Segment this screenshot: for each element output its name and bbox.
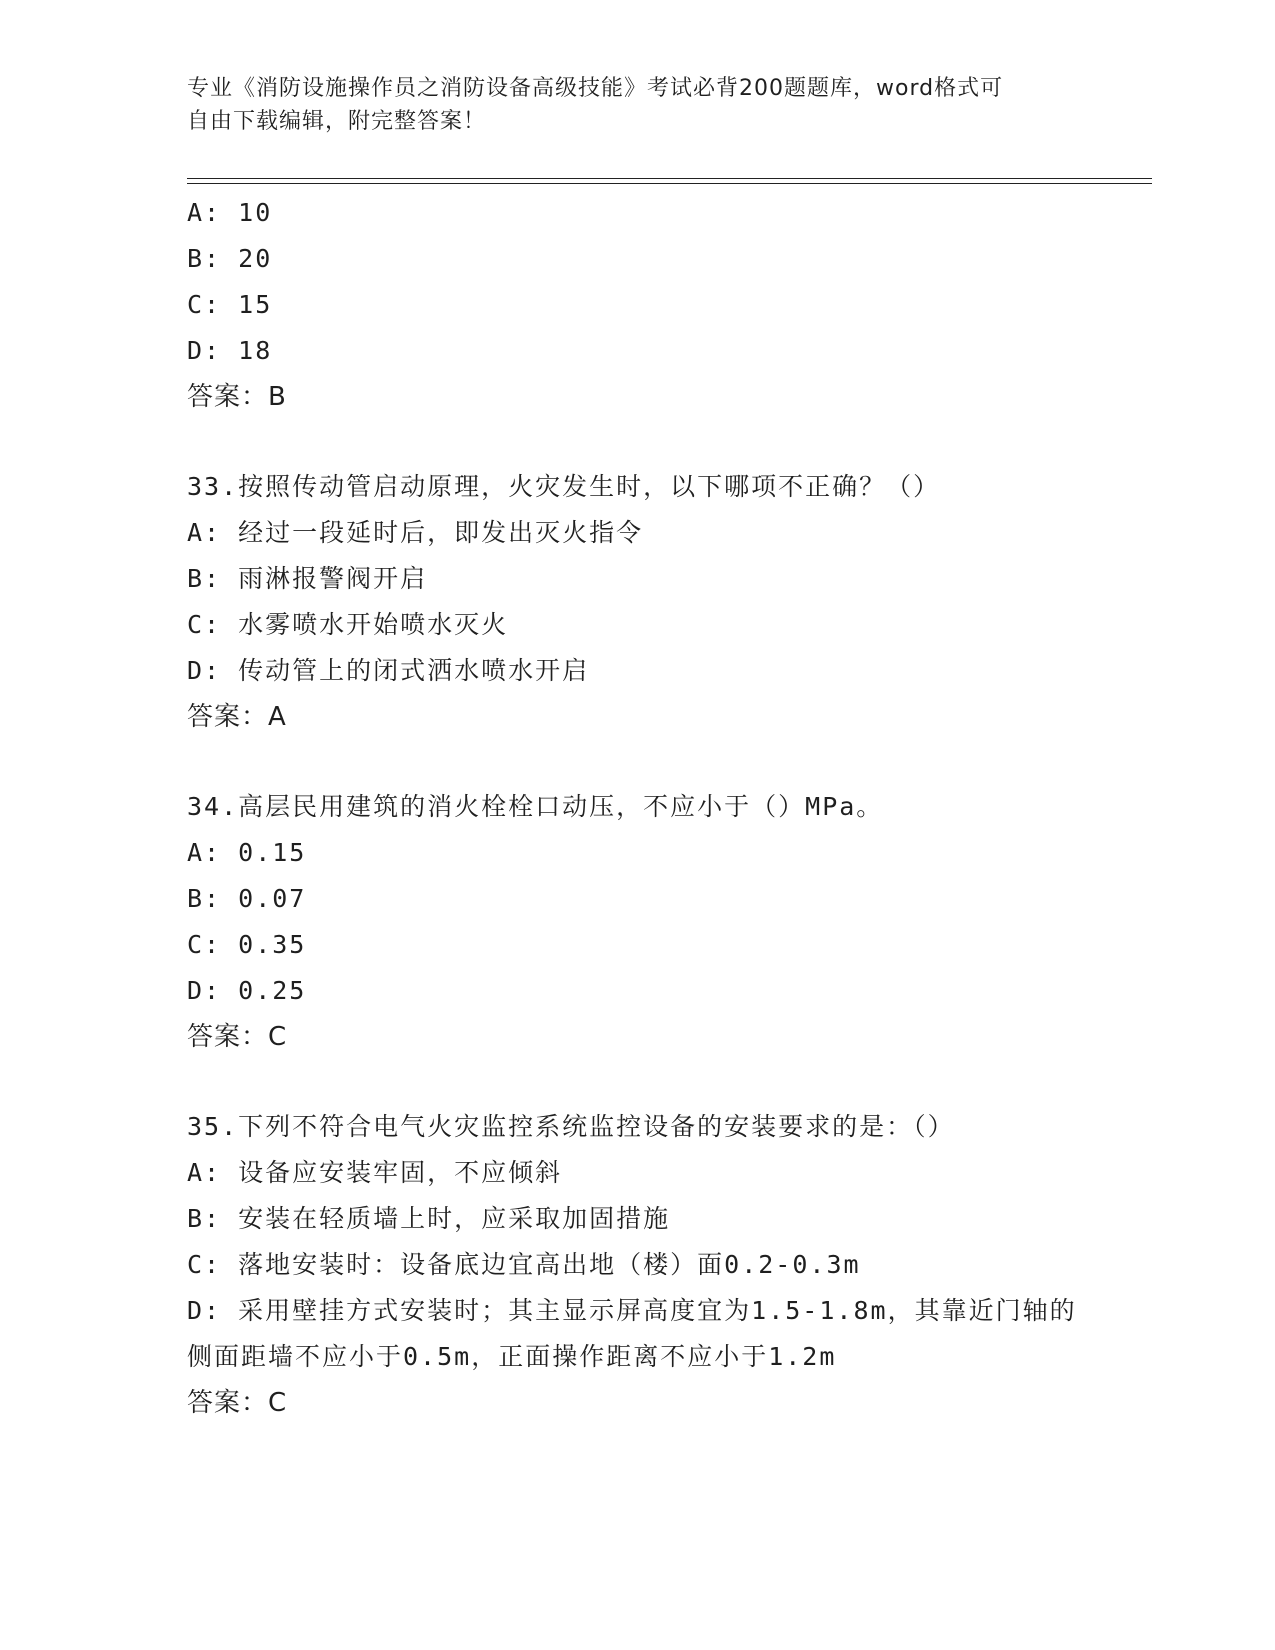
header-divider-top	[187, 178, 1152, 179]
option-c: C: 落地安装时：设备底边宜高出地（楼）面0.2-0.3m	[187, 1250, 861, 1279]
option-b: B: 0.07	[187, 884, 307, 913]
option-c: C: 15	[187, 290, 273, 319]
option-a: A: 10	[187, 198, 273, 227]
option-d: D: 采用壁挂方式安装时；其主显示屏高度宜为1.5-1.8m，其靠近门轴的侧面距墙不应小于0.5m，正面操作距离不应小于1.2m	[187, 1296, 1077, 1371]
option-b: B: 安装在轻质墙上时，应采取加固措施	[187, 1204, 671, 1233]
option-b: B: 20	[187, 244, 273, 273]
option-d: D: 0.25	[187, 976, 307, 1005]
question-text: 33.按照传动管启动原理，火灾发生时，以下哪项不正确？（）	[187, 472, 941, 501]
answer-line: 答案：B	[187, 382, 287, 412]
answer-line: 答案：C	[187, 1388, 288, 1418]
option-d: D: 传动管上的闭式洒水喷水开启	[187, 656, 590, 685]
header-line-2: 自由下载编辑，附完整答案！	[187, 109, 487, 134]
question-text: 34.高层民用建筑的消火栓栓口动压，不应小于（）MPa。	[187, 792, 884, 821]
spacer	[187, 1060, 1087, 1104]
question-text: 35.下列不符合电气火灾监控系统监控设备的安装要求的是：（）	[187, 1112, 955, 1141]
question-block-previous	[187, 190, 1087, 420]
spacer	[187, 740, 1087, 784]
spacer	[187, 420, 1087, 464]
option-a: A: 0.15	[187, 838, 307, 867]
question-block-33	[187, 464, 1087, 740]
answer-line: 答案：C	[187, 1022, 288, 1052]
header-line-1: 专业《消防设施操作员之消防设备高级技能》考试必背200题题库，word格式可	[187, 76, 1004, 101]
option-a: A: 设备应安装牢固，不应倾斜	[187, 1158, 563, 1187]
option-a: A: 经过一段延时后，即发出灭火指令	[187, 518, 644, 547]
option-b: B: 雨淋报警阀开启	[187, 564, 428, 593]
header-divider-bottom	[187, 183, 1152, 184]
option-d: D: 18	[187, 336, 273, 365]
option-c: C: 水雾喷水开始喷水灭火	[187, 610, 509, 639]
option-c: C: 0.35	[187, 930, 307, 959]
question-block-34	[187, 784, 1087, 1060]
question-list	[187, 190, 1087, 1426]
answer-line: 答案：A	[187, 702, 287, 732]
document-header	[187, 72, 1067, 138]
question-block-35	[187, 1104, 1087, 1426]
